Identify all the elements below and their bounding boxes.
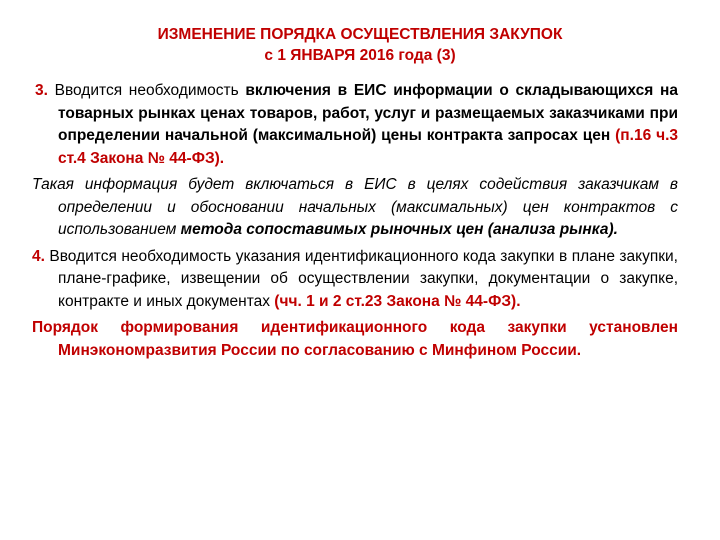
title-line-1: ИЗМЕНЕНИЕ ПОРЯДКА ОСУЩЕСТВЛЕНИЯ ЗАКУПОК: [157, 26, 563, 43]
title-line-2: с 1 ЯНВАРЯ 2016 года (3): [264, 47, 456, 64]
item-3-paragraph: [32, 80, 678, 170]
item-4-number: 4.: [32, 247, 45, 265]
slide-content: [32, 80, 678, 366]
note-3-method-text: метода сопоставимых рыночных цен (анализа рынка).: [180, 221, 618, 238]
item-4-text: Вводится необходимость указания идентификационного кода закупки в плане закупки, плане-графике, извещении об осуществлении закупки, документации о закупке, контракте и иных документах: [44, 247, 678, 310]
item-3-number: 3.: [35, 82, 48, 99]
note-4-paragraph: [32, 317, 678, 362]
item-4-paragraph: [32, 246, 678, 314]
slide-title: [0, 24, 720, 66]
note-3-paragraph: [32, 174, 678, 242]
item-3-bold-text: включения в ЕИС информации о складывающихся на товарных рынках ценах товаров, работ, услуг и размещаемых заказчиками при определении начальной (максимальной) цены контракта запросах цен: [58, 82, 678, 144]
item-4-law-reference: (чч. 1 и 2 ст.23 Закона № 44-ФЗ).: [274, 292, 521, 310]
item-3-law-reference: (п.16 ч.3 ст.4 Закона № 44-ФЗ).: [58, 127, 678, 167]
note-3-italic-text: Такая информация будет включаться в ЕИС в целях содействия заказчикам в определении и обосновании начальных (максимальных) цен контрактов с использованием: [32, 176, 678, 238]
item-3-intro-text: Вводится необходимость: [47, 82, 246, 99]
note-4-text: Порядок формирования идентификационного кода закупки установлен Минэкономразвития России по согласованию с Минфином России.: [32, 319, 678, 359]
